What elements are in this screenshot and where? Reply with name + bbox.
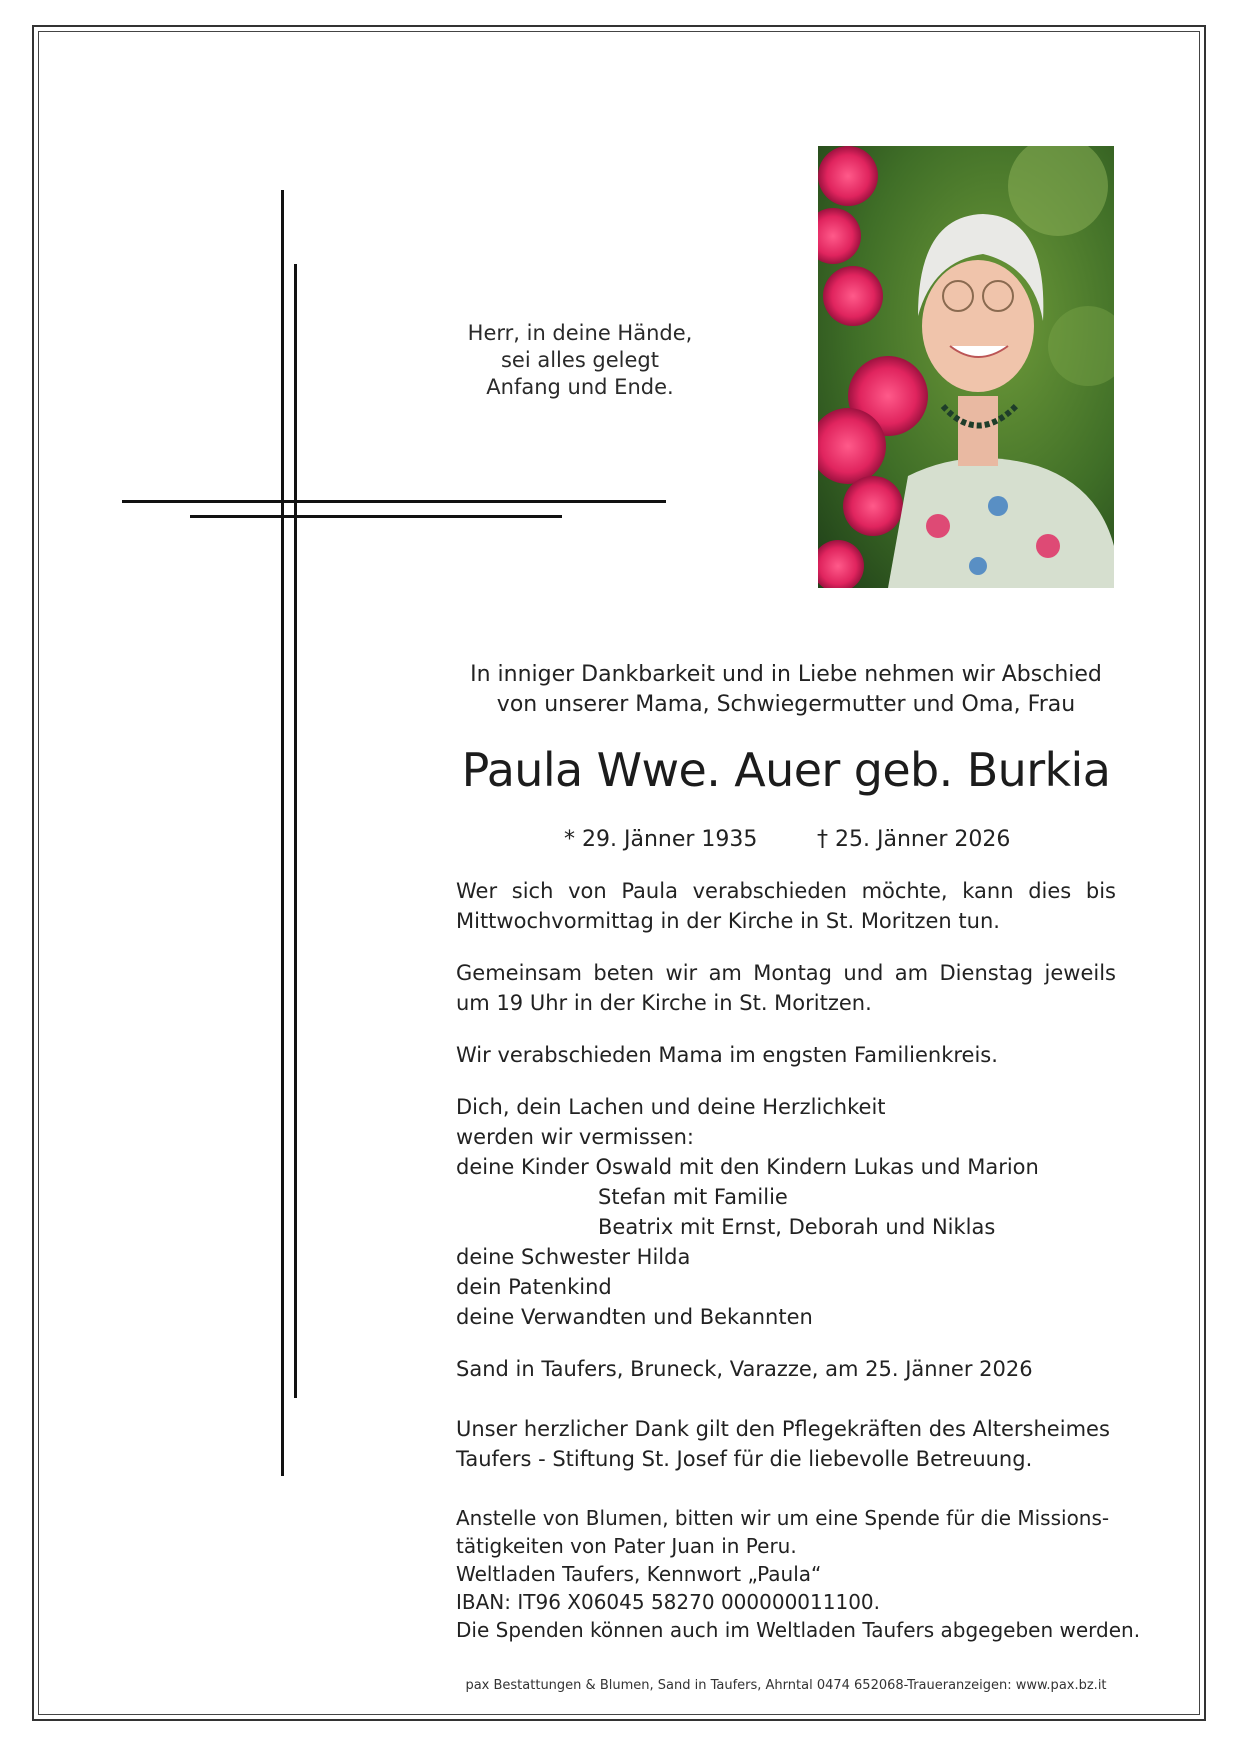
intro-line: von unserer Mama, Schwiegermutter und Oma, Frau xyxy=(496,692,1076,717)
death-date: † 25. Jänner 2026 xyxy=(817,827,1011,852)
mourner-children: deine Kinder Oswald mit den Kindern Lukas und Marion xyxy=(456,1155,1039,1179)
deceased-name: Paula Wwe. Auer geb. Burkia xyxy=(461,743,1111,797)
intro-line: In inniger Dankbarkeit und in Liebe nehmen wir Abschied xyxy=(470,662,1102,687)
footer-imprint: pax Bestattungen & Blumen, Sand in Taufers, Ahrntal 0474 652068-Traueranzeigen: www.pax.bz.it xyxy=(465,1678,1107,1693)
visit-paragraph: Wer sich von Paula verabschieden möchte, kann dies bis Mittwochvormittag in der Kirche in St. Moritzen tun. xyxy=(456,879,1116,933)
donation-line: Weltladen Taufers, Kennwort „Paula“ xyxy=(456,1562,822,1586)
mourner-child: Beatrix mit Ernst, Deborah und Niklas xyxy=(598,1215,996,1239)
verse-line: Anfang und Ende. xyxy=(486,375,674,399)
prayer-paragraph: Gemeinsam beten wir am Montag und am Dienstag jeweils um 19 Uhr in der Kirche in St. Moritzen. xyxy=(456,961,1116,1015)
donation-line: Anstelle von Blumen, bitten wir um eine Spende für die Missions- xyxy=(456,1506,1110,1530)
mourners-intro: Dich, dein Lachen und deine Herzlichkeit xyxy=(456,1095,886,1119)
verse xyxy=(440,320,720,401)
farewell-paragraph: Wir verabschieden Mama im engsten Familienkreis. xyxy=(456,1043,998,1067)
mourner-child: Stefan mit Familie xyxy=(598,1185,788,1209)
mourner-godchild: dein Patenkind xyxy=(456,1275,612,1299)
mourner-relatives: deine Verwandten und Bekannten xyxy=(456,1305,813,1329)
portrait-photo xyxy=(818,146,1114,588)
thanks-line: Taufers - Stiftung St. Josef für die liebevolle Betreuung. xyxy=(456,1447,1033,1471)
donation-line: Die Spenden können auch im Weltladen Taufers abgegeben werden. xyxy=(456,1618,1141,1642)
donation-iban: IBAN: IT96 X06045 58270 000000011100. xyxy=(456,1590,880,1614)
birth-date: * 29. Jänner 1935 xyxy=(564,827,758,852)
place-date: Sand in Taufers, Bruneck, Varazze, am 25. Jänner 2026 xyxy=(456,1357,1033,1381)
mourners-list xyxy=(456,1092,1116,1332)
donation-paragraph xyxy=(456,1504,1141,1644)
intro-text xyxy=(456,660,1116,720)
verse-line: sei alles gelegt xyxy=(500,348,659,372)
mourners-intro: werden wir vermissen: xyxy=(456,1125,695,1149)
notice-body xyxy=(456,876,1141,1666)
thanks-line: Unser herzlicher Dank gilt den Pflegekräften des Altersheimes xyxy=(456,1417,1110,1441)
mourner-sister: deine Schwester Hilda xyxy=(456,1245,691,1269)
thanks-paragraph xyxy=(456,1414,1116,1474)
verse-line: Herr, in deine Hände, xyxy=(467,321,693,345)
donation-line: tätigkeiten von Pater Juan in Peru. xyxy=(456,1534,797,1558)
